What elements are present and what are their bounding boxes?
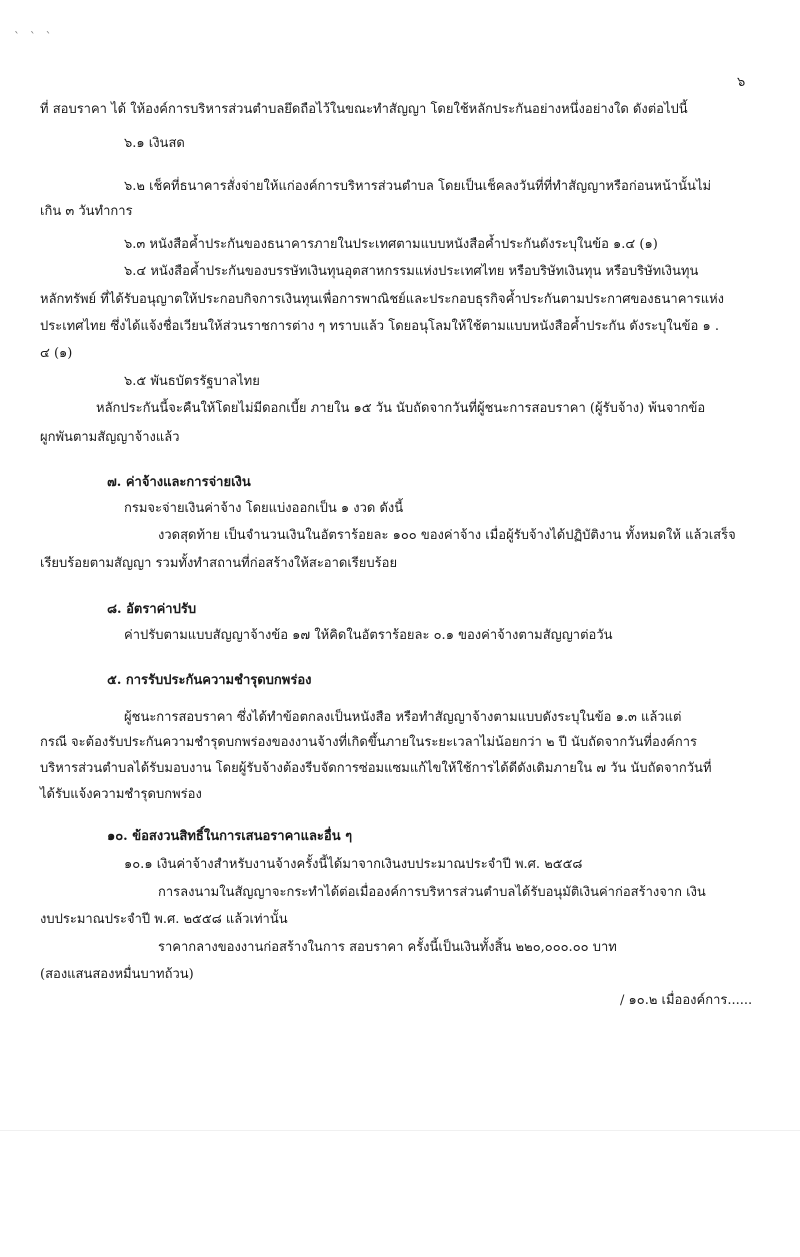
paragraph-line: ได้รับแจ้งความชำรุดบกพร่อง: [40, 787, 202, 802]
list-item: ๖.๑ เงินสด: [124, 136, 185, 151]
paragraph-line: หลักประกันนี้จะคืนให้โดยไม่มีดอกเบี้ย ภายใน ๑๕ วัน นับถัดจากวันที่ผู้ชนะการสอบราคา (ผู้รับจ้าง) พ้นจากข้อ: [96, 401, 706, 416]
paragraph-line: ประเทศไทย ซึ่งได้แจ้งชื่อเวียนให้ส่วนราชการต่าง ๆ ทราบแล้ว โดยอนุโลมให้ใช้ตามแบบหนังสือค้ำประกัน ดังระบุในข้อ ๑ .: [40, 319, 719, 334]
list-item: ๖.๔ หนังสือค้ำประกันของบรรษัทเงินทุนอุตสาหกรรมแห่งประเทศไทย หรือบริษัทเงินทุน หรือบริษัทเงินทุน: [124, 264, 699, 279]
section-heading: ๕. การรับประกันความชำรุดบกพร่อง: [107, 673, 312, 688]
paragraph-line: (สองแสนสองหมื่นบาทถ้วน): [40, 967, 194, 982]
continuation-marker: / ๑๐.๒ เมื่อองค์การ......: [620, 993, 753, 1008]
paragraph-line: กรมจะจ่ายเงินค่าจ้าง โดยแบ่งออกเป็น ๑ งวด ดังนี้: [124, 501, 404, 516]
paragraph-line: การลงนามในสัญญาจะกระทำได้ต่อเมื่อองค์การบริหารส่วนตำบลได้รับอนุมัติเงินค่าก่อสร้างจาก เงิน: [158, 885, 706, 900]
paragraph-line: เกิน ๓ วันทำการ: [40, 204, 133, 219]
paragraph-line: ที่ สอบราคา ได้ ให้องค์การบริหารส่วนตำบลยึดถือไว้ในขณะทำสัญญา โดยใช้หลักประกันอย่างหนึ่งอย่างใด ดังต่อไปนี้: [40, 102, 688, 117]
section-heading: ๘. อัตราค่าปรับ: [107, 602, 197, 617]
paragraph-line: งวดสุดท้าย เป็นจำนวนเงินในอัตราร้อยละ ๑๐๐ ของค่าจ้าง เมื่อผู้รับจ้างได้ปฏิบัติงาน ทั้งหมดให้ แล้วเสร็จ: [158, 528, 736, 543]
section-heading: ๗. ค่าจ้างและการจ่ายเงิน: [107, 475, 251, 490]
list-item: ๖.๓ หนังสือค้ำประกันของธนาคารภายในประเทศตามแบบหนังสือค้ำประกันดังระบุในข้อ ๑.๔ (๑): [124, 237, 658, 252]
paragraph-line: ราคากลางของงานก่อสร้างในการ สอบราคา ครั้งนี้เป็นเงินทั้งสิ้น ๒๒๐,๐๐๐.๐๐ บาท: [158, 940, 617, 955]
page-number: ๖: [737, 75, 746, 90]
list-item: ๖.๕ พันธบัตรรัฐบาลไทย: [124, 374, 260, 389]
list-item: ๖.๒ เช็คที่ธนาคารสั่งจ่ายให้แก่องค์การบริหารส่วนตำบล โดยเป็นเช็คลงวันที่ที่ทำสัญญาหรือก่อนหน้านั้นไม่: [124, 179, 712, 194]
paragraph-line: งบประมาณประจำปี พ.ศ. ๒๕๕๘ แล้วเท่านั้น: [40, 912, 288, 927]
paragraph-line: หลักทรัพย์ ที่ได้รับอนุญาตให้ประกอบกิจการเงินทุนเพื่อการพาณิชย์และประกอบธุรกิจค้ำประกันตามประกาศของธนาคารแห่ง: [40, 292, 724, 307]
section-heading: ๑๐. ข้อสงวนสิทธิ์ในการเสนอราคาและอื่น ๆ: [107, 829, 353, 844]
paragraph-line: เรียบร้อยตามสัญญา รวมทั้งทำสถานที่ก่อสร้างให้สะอาดเรียบร้อย: [40, 556, 398, 571]
page-edge: [0, 1130, 800, 1131]
paragraph-line: ๔ (๑): [40, 346, 73, 361]
paragraph-line: บริหารส่วนตำบลได้รับมอบงาน โดยผู้รับจ้างต้องรีบจัดการซ่อมแซมแก้ไขให้ใช้การได้ดีดังเดิมภายใน ๗ วัน นับถัดจากวันที่: [40, 761, 712, 776]
list-item: ๑๐.๑ เงินค่าจ้างสำหรับงานจ้างครั้งนี้ได้มาจากเงินงบประมาณประจำปี พ.ศ. ๒๕๕๘: [124, 857, 583, 872]
paragraph-line: ผูกพันตามสัญญาจ้างแล้ว: [40, 430, 180, 445]
paragraph-line: ผู้ชนะการสอบราคา ซึ่งได้ทำข้อตกลงเป็นหนังสือ หรือทำสัญญาจ้างตามแบบดังระบุในข้อ ๑.๓ แล้วแต่: [124, 710, 682, 725]
paragraph-line: ค่าปรับตามแบบสัญญาจ้างข้อ ๑๗ ให้คิดในอัตราร้อยละ ๐.๑ ของค่าจ้างตามสัญญาต่อวัน: [124, 628, 613, 643]
scan-artifact: ` ` `: [14, 30, 55, 44]
paragraph-line: กรณี จะต้องรับประกันความชำรุดบกพร่องของงานจ้างที่เกิดขึ้นภายในระยะเวลาไม่น้อยกว่า ๒ ปี นับถัดจากวันที่องค์การ: [40, 735, 698, 750]
